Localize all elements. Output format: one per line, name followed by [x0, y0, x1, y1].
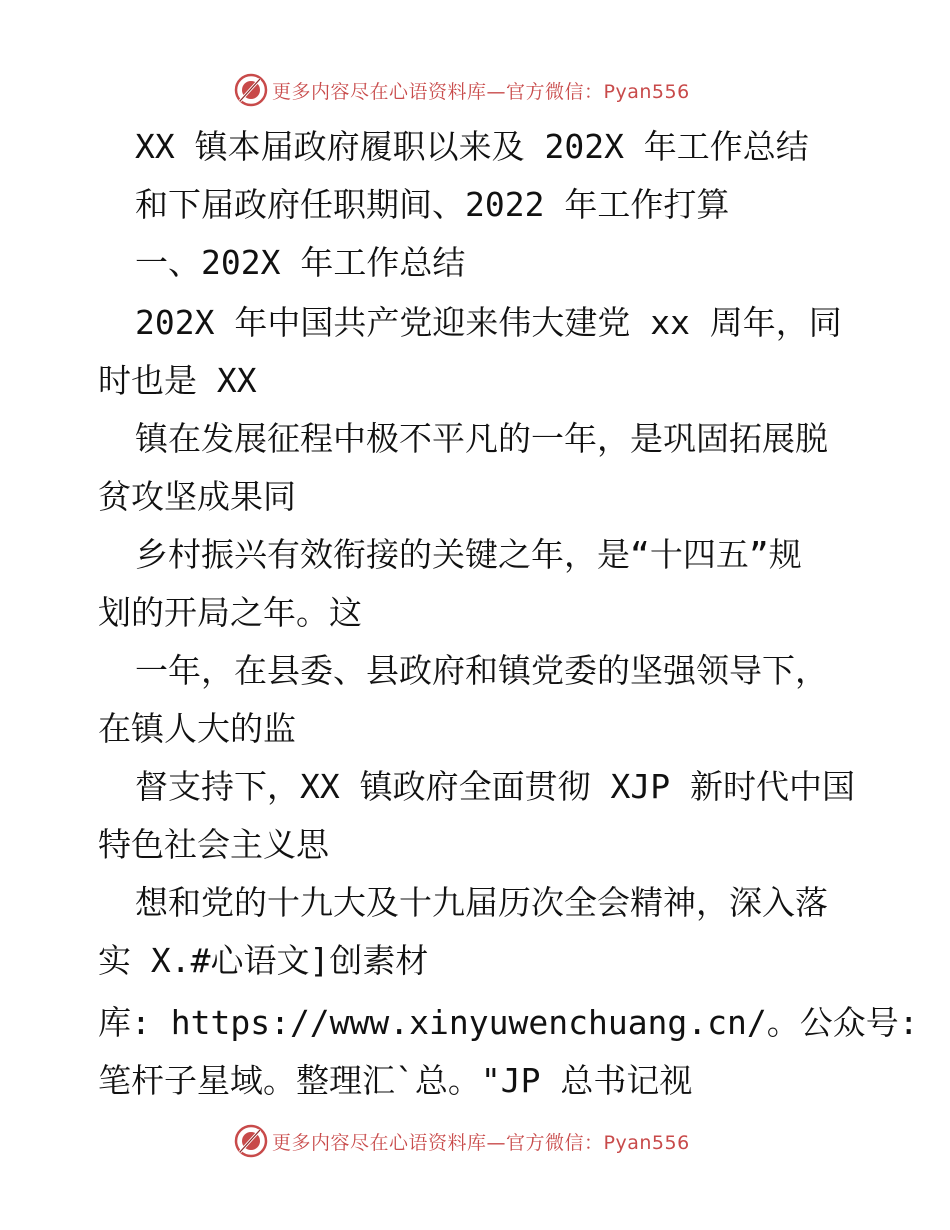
body-line: 在镇人大的监 [98, 709, 296, 748]
body-line: 贫攻坚成果同 [98, 477, 296, 516]
body-line: 乡村振兴有效衔接的关键之年，是“十四五”规 [135, 535, 802, 574]
body-line: 镇在发展征程中极不平凡的一年，是巩固拓展脱 [135, 419, 828, 458]
body-line: 督支持下，XX 镇政府全面贯彻 XJP 新时代中国 [135, 767, 855, 806]
title-line-1: XX 镇本届政府履职以来及 202X 年工作总结 [135, 127, 809, 166]
watermark-text: 更多内容尽在心语资料库—官方微信：Pyan556 [272, 1131, 690, 1154]
body-line: 想和党的十九大及十九届历次全会精神，深入落 [135, 883, 828, 922]
body-line: 库: https://www.xinyuwenchuang.cn/。公众号: [98, 1003, 919, 1042]
quill-pen-seal-icon [234, 73, 268, 107]
body-line: 一年，在县委、县政府和镇党委的坚强领导下， [135, 651, 828, 690]
body-line: 202X 年中国共产党迎来伟大建党 xx 周年，同 [135, 303, 842, 342]
quill-pen-seal-icon [234, 1124, 268, 1158]
title-line-2: 和下届政府任职期间、2022 年工作打算 [135, 185, 730, 224]
body-line: 特色社会主义思 [98, 825, 329, 864]
watermark-text: 更多内容尽在心语资料库—官方微信：Pyan556 [272, 80, 690, 103]
body-line: 实 X.#心语文]创素材 [98, 941, 429, 980]
section-heading: 一、202X 年工作总结 [135, 243, 466, 282]
watermark-banner-bottom [234, 1123, 690, 1159]
body-line: 时也是 XX [98, 361, 257, 400]
body-line: 划的开局之年。这 [98, 593, 362, 632]
body-line: 笔杆子星域。整理汇`总。"JP 总书记视 [98, 1061, 693, 1100]
watermark-banner-top [234, 72, 690, 108]
